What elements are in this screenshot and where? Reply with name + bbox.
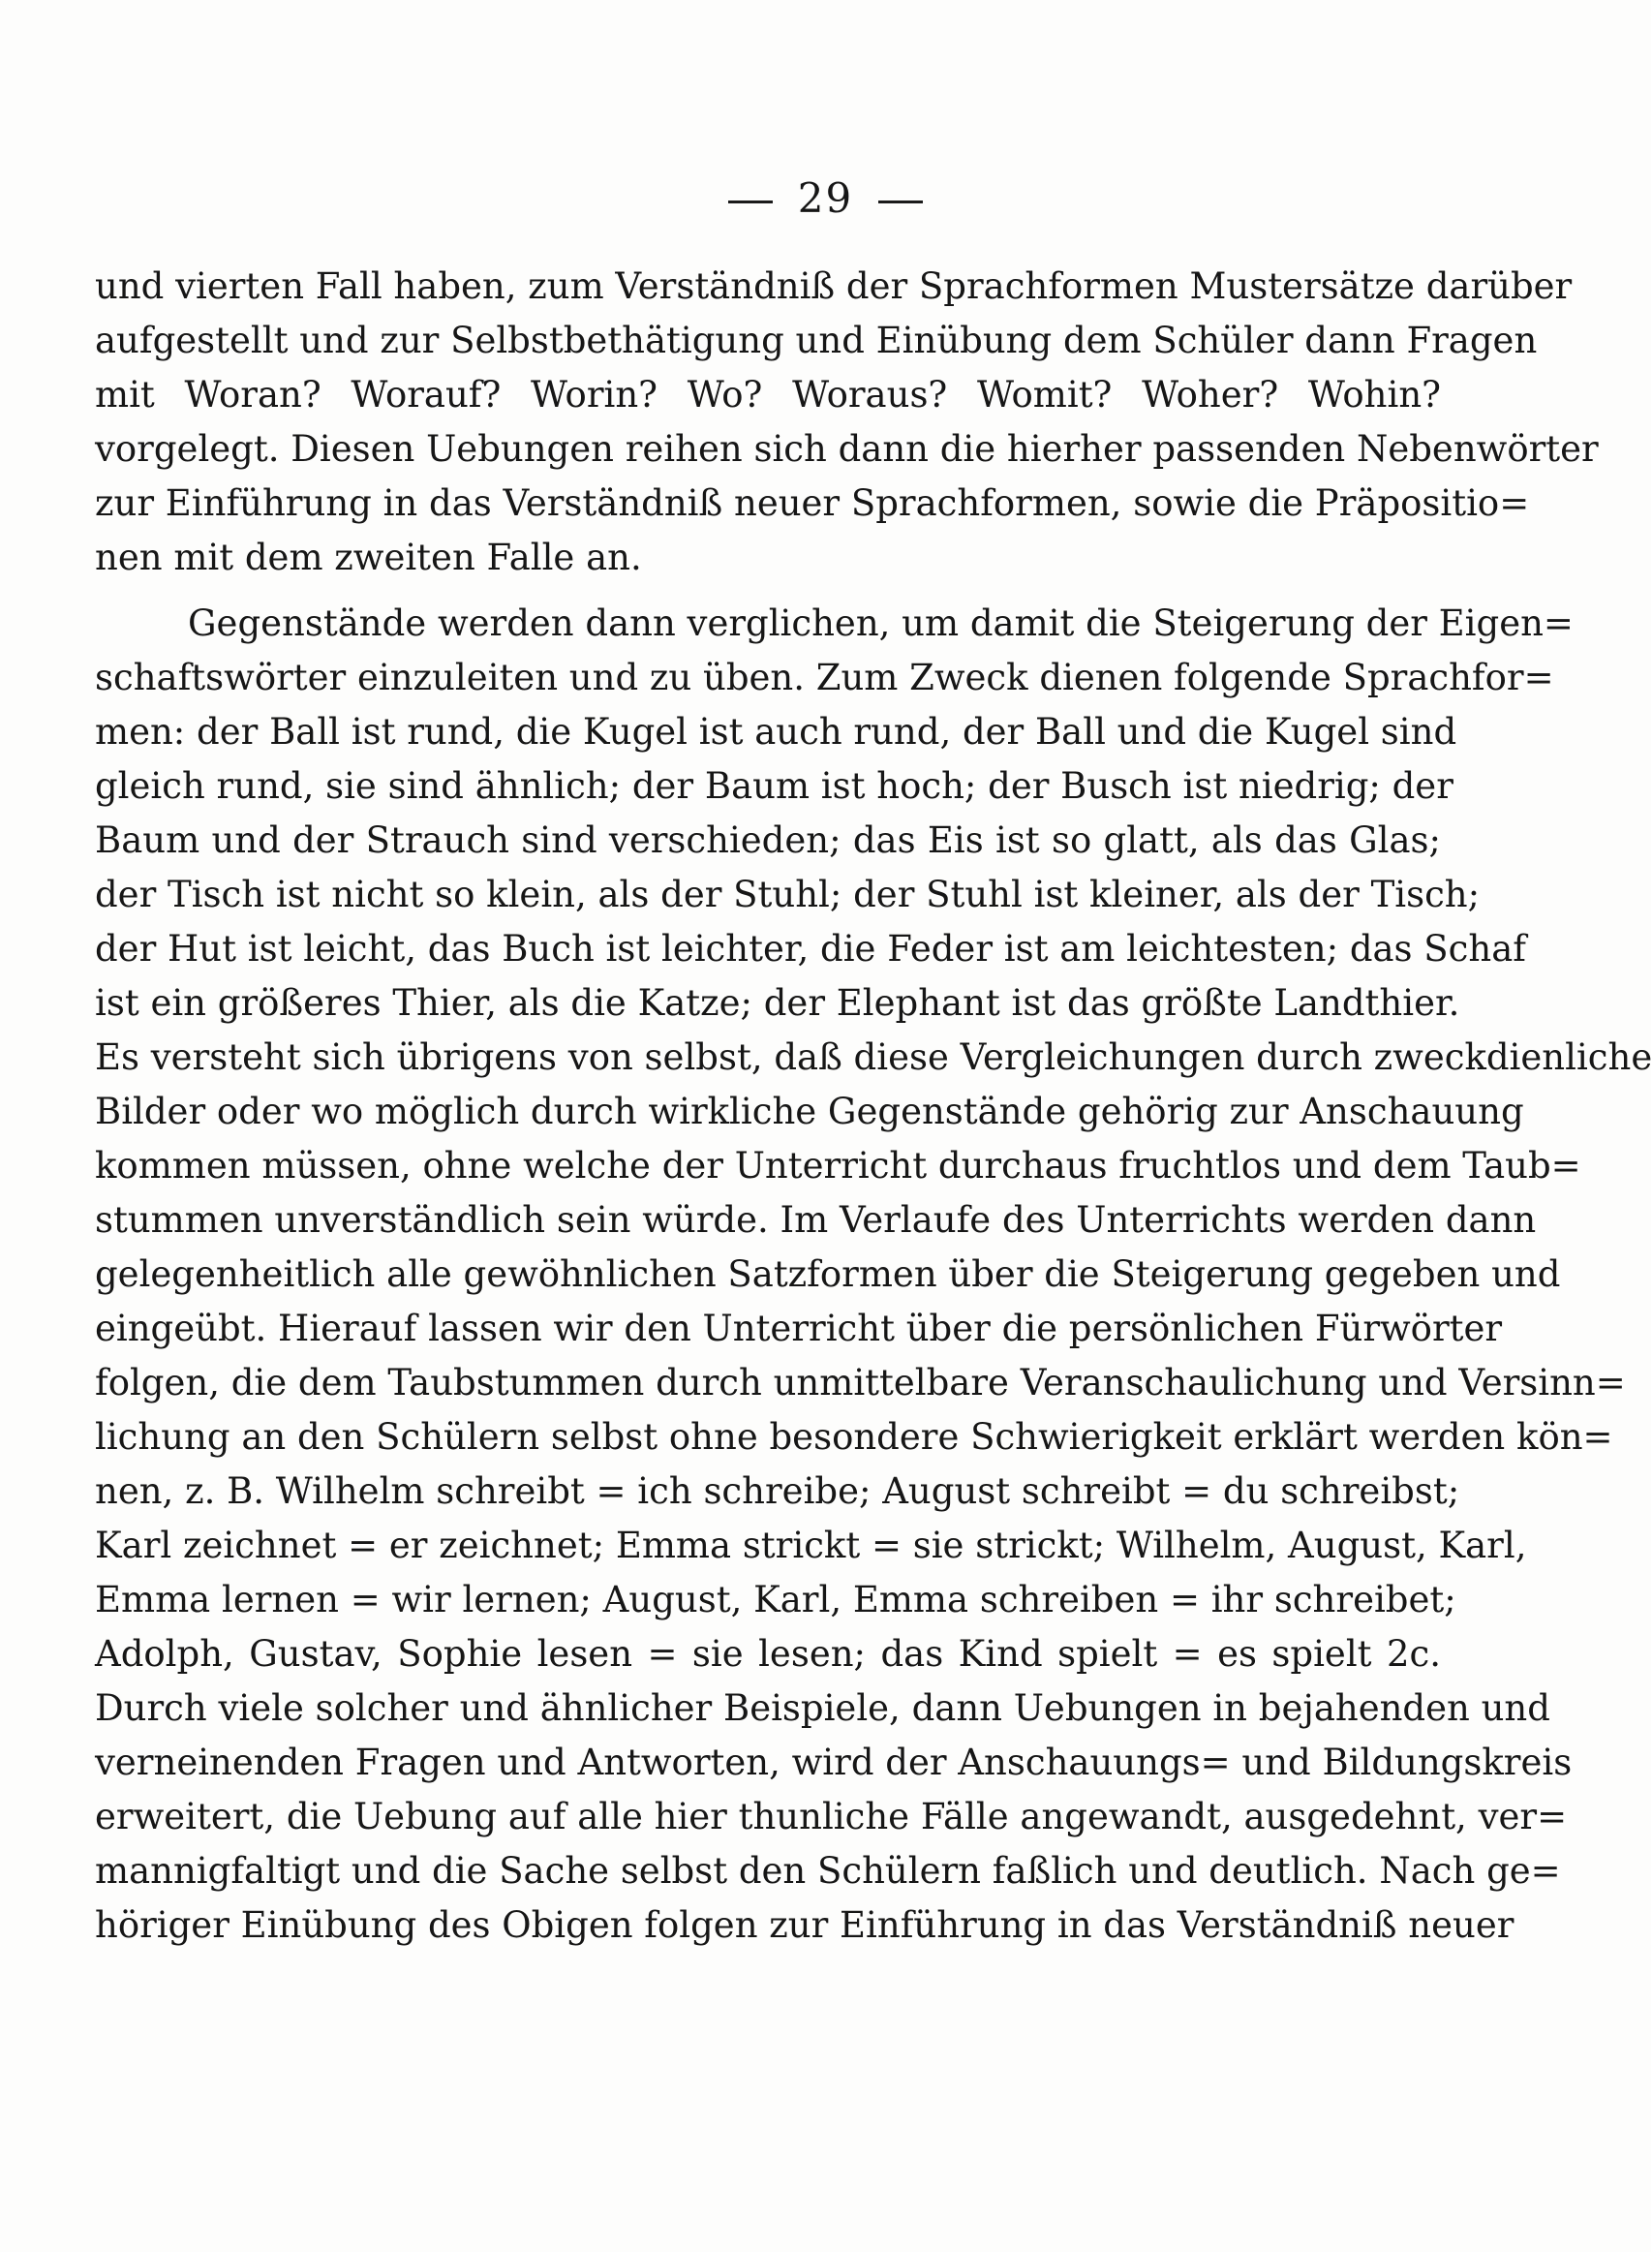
text-line: folgen, die dem Taubstummen durch unmittelbare Veranschaulichung und Versinn=: [95, 1362, 1626, 1404]
header-dash-left: [728, 201, 773, 203]
text-line: Gegenstände werden dann verglichen, um damit die Steigerung der Eigen=: [188, 602, 1574, 644]
text-line: aufgestellt und zur Selbstbethätigung und Einübung dem Schüler dann Fragen: [95, 320, 1538, 361]
text-line: Emma lernen = wir lernen; August, Karl, Emma schreiben = ihr schreibet;: [95, 1579, 1456, 1620]
text-line: zur Einführung in das Verständniß neuer Sprachformen, sowie die Präpositio=: [95, 482, 1530, 524]
text-line: der Tisch ist nicht so klein, als der Stuhl; der Stuhl ist kleiner, als der Tisch;: [95, 874, 1481, 915]
text-line: ist ein größeres Thier, als die Katze; der Elephant ist das größte Landthier.: [95, 982, 1460, 1024]
text-line: men: der Ball ist rund, die Kugel ist auch rund, der Ball und die Kugel sind: [95, 711, 1457, 753]
text-line: gleich rund, sie sind ähnlich; der Baum ist hoch; der Busch ist niedrig; der: [95, 765, 1453, 807]
text-line: erweitert, die Uebung auf alle hier thunliche Fälle angewandt, ausgedehnt, ver=: [95, 1796, 1568, 1837]
page-number: 29: [797, 174, 854, 222]
text-line: eingeübt. Hierauf lassen wir den Unterricht über die persönlichen Fürwörter: [95, 1308, 1503, 1349]
text-line: kommen müssen, ohne welche der Unterricht durchaus fruchtlos und dem Taub=: [95, 1145, 1581, 1187]
text-line: stummen unverständlich sein würde. Im Verlaufe des Unterrichts werden dann: [95, 1199, 1537, 1241]
paragraph-gap: [95, 585, 1441, 597]
text-line: Es versteht sich übrigens von selbst, daß diese Vergleichungen durch zweckdienliche: [95, 1036, 1652, 1078]
text-line: Baum und der Strauch sind verschieden; das Eis ist so glatt, als das Glas;: [95, 819, 1441, 861]
text-line: gelegenheitlich alle gewöhnlichen Satzformen über die Steigerung gegeben und: [95, 1253, 1561, 1295]
text-line: schaftswörter einzuleiten und zu üben. Zum Zweck dienen folgende Sprachfor=: [95, 657, 1554, 698]
text-line: Durch viele solcher und ähnlicher Beispiele, dann Uebungen in bejahenden und: [95, 1687, 1550, 1729]
text-line: vorgelegt. Diesen Uebungen reihen sich dann die hierher passenden Nebenwörter: [95, 428, 1599, 470]
body-text: [95, 260, 1652, 1953]
text-line: lichung an den Schülern selbst ohne besondere Schwierigkeit erklärt werden kön=: [95, 1416, 1613, 1458]
text-line: mit Woran? Worauf? Worin? Wo? Woraus? Womit? Woher? Wohin?: [95, 374, 1441, 416]
text-line: Karl zeichnet = er zeichnet; Emma strickt = sie strickt; Wilhelm, August, Karl,: [95, 1525, 1527, 1566]
text-line: Bilder oder wo möglich durch wirkliche Gegenstände gehörig zur Anschauung: [95, 1091, 1524, 1132]
text-line: nen mit dem zweiten Falle an.: [95, 537, 642, 578]
text-line: mannigfaltigt und die Sache selbst den Schülern faßlich und deutlich. Nach ge=: [95, 1850, 1561, 1892]
text-line: höriger Einübung des Obigen folgen zur Einführung in das Verständniß neuer: [95, 1904, 1514, 1946]
page-header: [0, 174, 1651, 222]
text-line: und vierten Fall haben, zum Verständniß der Sprachformen Mustersätze darüber: [95, 265, 1573, 307]
header-dash-right: [878, 201, 923, 203]
text-line: verneinenden Fragen und Antworten, wird der Anschauungs= und Bildungskreis: [95, 1742, 1573, 1783]
text-line: Adolph, Gustav, Sophie lesen = sie lesen; das Kind spielt = es spielt 2c.: [95, 1633, 1441, 1675]
text-line: nen, z. B. Wilhelm schreibt = ich schreibe; August schreibt = du schreibst;: [95, 1470, 1460, 1512]
text-line: der Hut ist leicht, das Buch ist leichter, die Feder ist am leichtesten; das Schaf: [95, 928, 1526, 970]
